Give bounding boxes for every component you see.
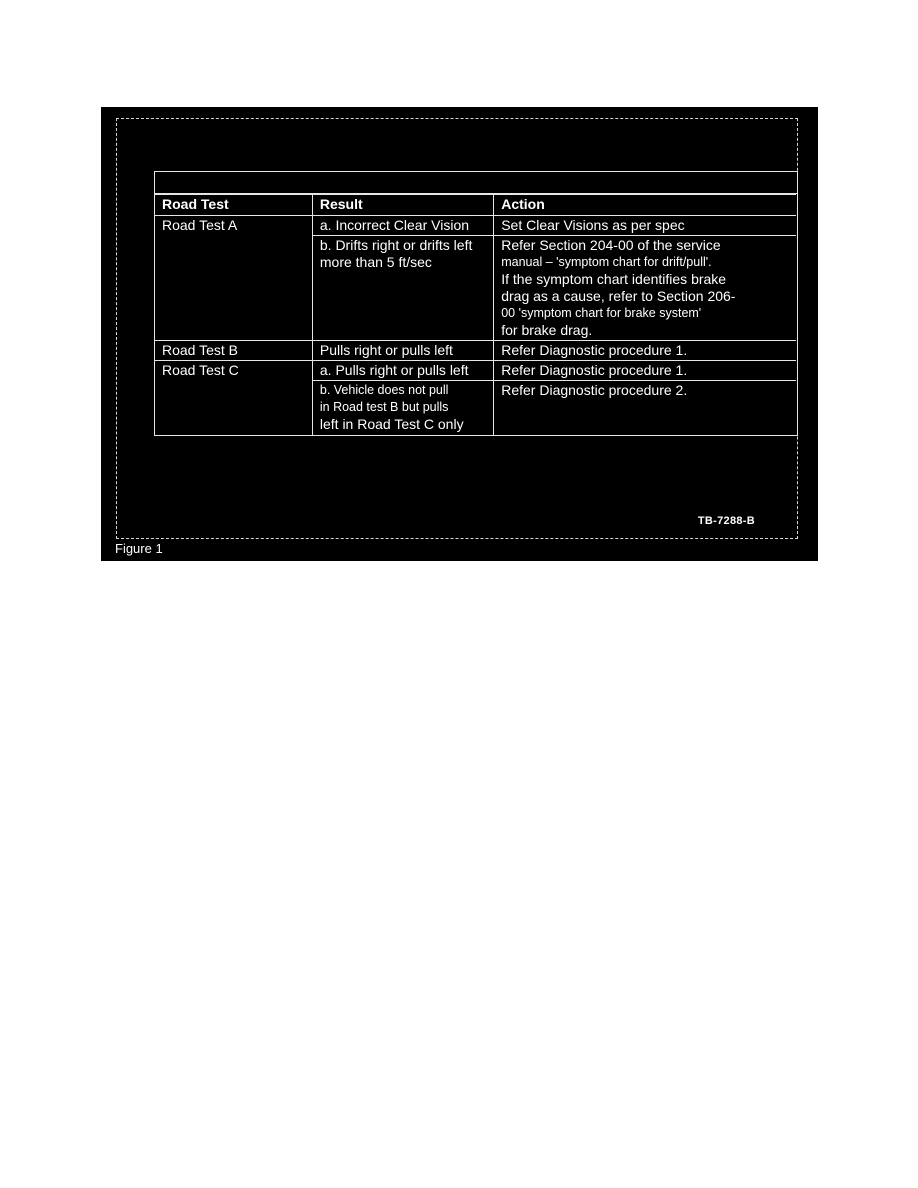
table-row [155, 216, 796, 236]
figure-panel [101, 107, 818, 561]
table-top-band [155, 172, 797, 194]
action-cell: Refer Diagnostic procedure 1. [494, 361, 796, 381]
result-line: left in Road Test C only [319, 416, 464, 432]
action-cell: Refer Diagnostic procedure 1. [494, 341, 796, 361]
table-row [155, 361, 796, 381]
action-cell: Refer Diagnostic procedure 2. [494, 381, 796, 436]
action-cell [494, 236, 796, 341]
action-line: 00 'symptom chart for brake system' [501, 306, 702, 320]
action-line: drag as a cause, refer to Section 206- [501, 288, 736, 304]
action-line: If the symptom chart identifies brake [501, 271, 727, 287]
result-cell: Pulls right or pulls left [312, 341, 493, 361]
table-row [155, 341, 796, 361]
result-line: b. Vehicle does not pull [319, 383, 449, 397]
result-line: in Road test B but pulls [319, 400, 449, 414]
action-line: manual – 'symptom chart for drift/pull'. [501, 255, 712, 269]
header-action: Action [494, 195, 796, 216]
result-cell: a. Incorrect Clear Vision [312, 216, 493, 236]
road-test-b-label: Road Test B [155, 341, 312, 361]
action-cell: Set Clear Visions as per spec [494, 216, 796, 236]
action-line: for brake drag. [501, 322, 593, 338]
road-test-a-label: Road Test A [155, 216, 312, 341]
header-result: Result [312, 195, 493, 216]
result-cell: a. Pulls right or pulls left [312, 361, 493, 381]
figure-caption: Figure 1 [115, 541, 163, 556]
road-test-table [154, 171, 798, 436]
road-test-grid [155, 194, 796, 436]
road-test-c-label: Road Test C [155, 361, 312, 436]
header-road-test: Road Test [155, 195, 312, 216]
figure-frame [116, 118, 798, 539]
action-line: Refer Section 204-00 of the service [501, 237, 721, 253]
result-cell [312, 381, 493, 436]
header-row [155, 195, 796, 216]
figure-id-label: TB-7288-B [697, 515, 755, 527]
result-cell: b. Drifts right or drifts left more than 5 ft/sec [312, 236, 493, 341]
